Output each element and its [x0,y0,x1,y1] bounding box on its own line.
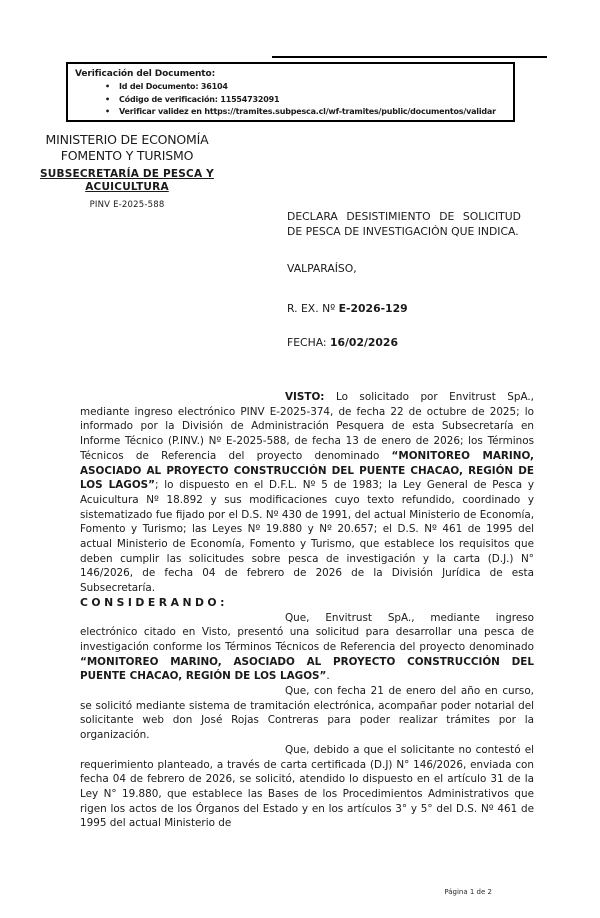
resolution-number-value: E-2026-129 [338,302,408,316]
subsecretaria-line1: SUBSECRETARÍA DE PESCA Y [40,168,214,180]
resolution-body [80,390,534,831]
resolution-heading-block [287,210,521,349]
verification-item-code: • Código de verificación: 11554732091 [75,94,513,107]
considerando-heading: CONSIDERANDO: [80,595,228,609]
visto-text-1: Lo solicitado por Envitrust SpA., mediante ingreso electrónico PINV E-2025-374, de fecha 22 de octubre de 2025; lo informado por la División de Administración Pesquera de esta Subsecretaría en Informe Técnico (P.INV.) Nº E-2025-588, de fecha 13 de enero de 2026; los Términos Técnicos de Referencia del proyecto denominado [80,391,534,462]
resolution-number-line [287,302,521,315]
subsecretaria-line2: ACUICULTURA [85,181,169,193]
verification-title: Verificación del Documento: [75,69,216,79]
subsecretaria-name [28,168,226,194]
ministry-name-line1: MINISTERIO DE ECONOMÍA [45,132,209,147]
page-indicator: Página 1 de 2 [444,888,492,896]
scan-artifact-line [272,56,547,58]
visto-label: VISTO: [285,391,325,403]
considerando-p1-text-2: . [326,670,330,683]
visto-paragraph [80,390,534,596]
considerando-paragraph-2: Que, con fecha 21 de enero del año en curso, se solicitó mediante sistema de tramitación electrónica, acompañar poder notarial del solicitante web don José Rojas Contreras para poder realizar trámites por la organización. [80,685,534,742]
visto-text-2: ; lo dispuesto en el D.F.L. Nº 5 de 1983; la Ley General de Pesca y Acuicultura Nº 18.892 y sus modificaciones cuyo texto refundido, coordinado y sistematizado fue fijado por el D.S. Nº 430 de 1991, del actual Ministerio de Economía, Fomento y Turismo; las Leyes Nº 19.880 y Nº 20.657; el D.S. Nº 461 de 1995 del actual Ministerio de Economía, Fomento y Turismo, que establece los requisitos que deben cumplir las solicitudes sobre pesca de investigación y la carta (D.J.) N° 146/2026, de fecha 04 de febrero de 2026 de la División Jurídica de esta Subsecretaría. [80,479,534,595]
considerando-paragraph-1 [80,611,534,685]
project-title-bold: “MONITOREO MARINO, ASOCIADO AL PROYECTO CONSTRUCCIÓN DEL PUENTE CHACAO, REGIÓN DE LOS LAGOS” [80,449,534,492]
considerando-paragraph-3: Que, debido a que el solicitante no contestó el requerimiento planteado, a través de carta certificada (D.J) N° 146/2026, enviada con fecha 04 de febrero de 2026, se solicitó, atendido lo dispuesto en el artículo 31 de la Ley N° 19.880, que establece las Bases de los Procedimientos Administrativos que rigen los actos de los Órganos del Estado y en los artículos 3° y 5° del D.S. Nº 461 de 1995 del actual Ministerio de [80,743,534,830]
verification-box [66,62,515,122]
city-line: VALPARAÍSO, [287,262,357,276]
date-value: 16/02/2026 [329,336,398,350]
resolution-number-label: R. EX. Nº [287,302,339,316]
ministry-name-line2: FOMENTO Y TURISMO [60,147,194,163]
considerando-p1-text-1: Que, Envitrust SpA., mediante ingreso electrónico citado en Visto, presentó una solicitud para desarrollar una pesca de investigación conforme los Términos Técnicos de Referencia del proyecto denominado [80,611,534,653]
verification-item-document-id: • Id del Documento: 36104 [75,81,513,94]
considerando-p1-project-bold: “MONITOREO MARINO, ASOCIADO AL PROYECTO CONSTRUCCIÓN DEL PUENTE CHACAO, REGIÓN DE LOS LAGOS” [80,655,534,683]
pinv-reference: PINV E-2025-588 [89,200,165,210]
verification-list [75,81,513,119]
letterhead [28,132,226,210]
date-line [287,336,521,349]
date-label: FECHA: [287,336,330,350]
verification-item-url: • Verificar validez en https://tramites.subpesca.cl/wf-tramites/public/documentos/validar [75,106,513,119]
resolution-subject: DECLARA DESISTIMIENTO DE SOLICITUD DE PESCA DE INVESTIGACIÓN QUE INDICA. [287,210,521,238]
